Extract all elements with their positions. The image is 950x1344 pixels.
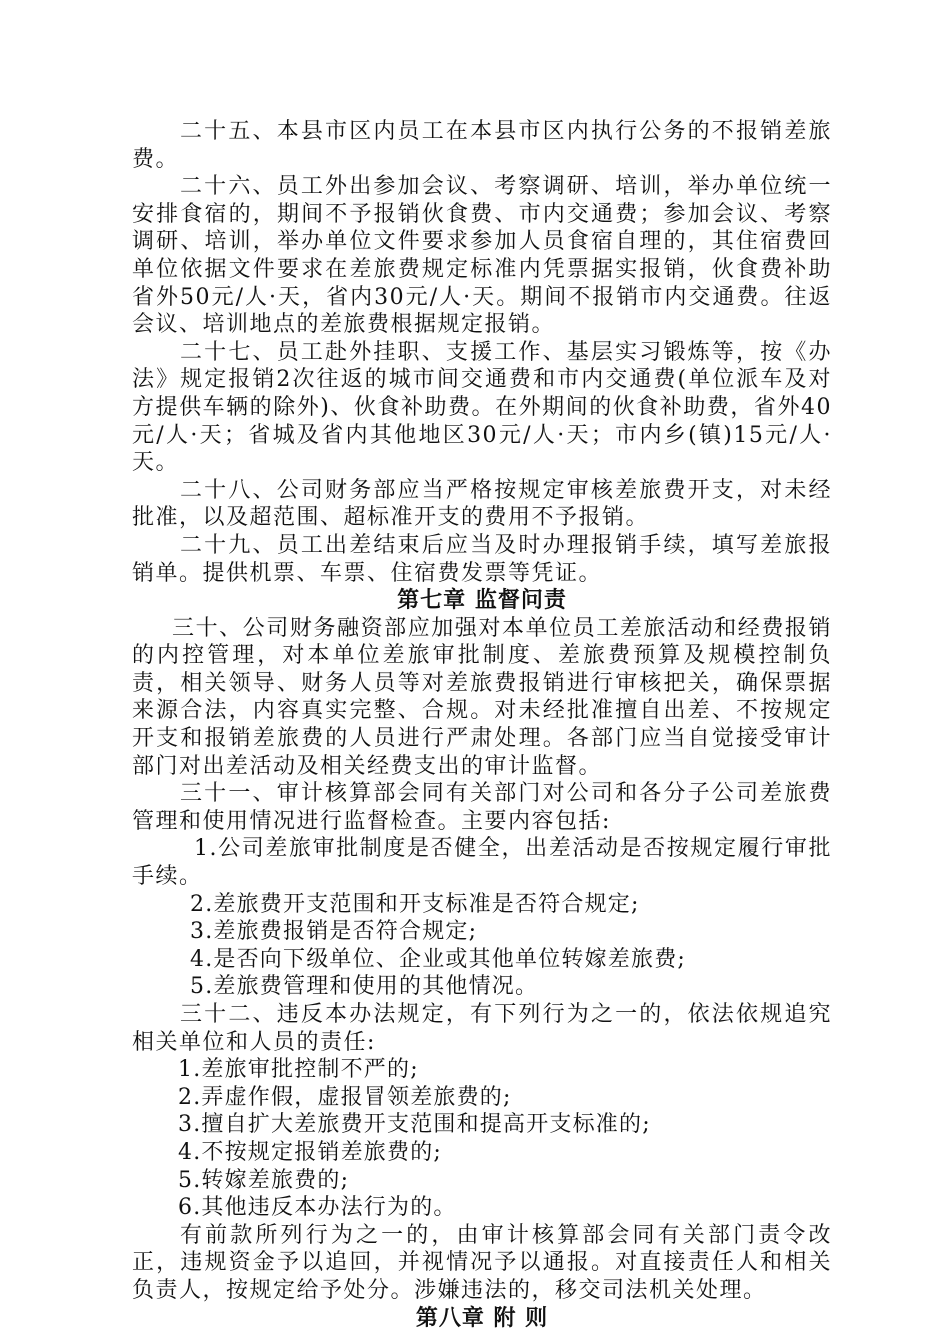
chapter-8-heading: 第八章 附 则 <box>415 1305 549 1331</box>
article-32-item-6: 6.其他违反本办法行为的。 <box>178 1195 457 1221</box>
article-32-item-4: 4.不按规定报销差旅费的; <box>178 1139 443 1165</box>
article-31-item-4: 4.是否向下级单位、企业或其他单位转嫁差旅费; <box>190 946 687 972</box>
article-27: 二十七、员工赴外挂职、支援工作、基层实习锻炼等，按《办法》规定报销2次往返的城市间交通费和市内交通费(单位派车及对方提供车辆的除外)、伙食补助费。在外期间的伙食补助费，省外40元/人·天；省城及省内其他地区30元/人·天；市内乡(镇)15元/人·天。 <box>132 339 832 476</box>
article-32: 三十二、违反本办法规定，有下列行为之一的，依法依规追究相关单位和人员的责任: <box>132 1002 832 1055</box>
document-page <box>132 118 832 1332</box>
article-30: 三十、公司财务融资部应加强对本单位员工差旅活动和经费报销的内控管理，对本单位差旅审批制度、差旅费预算及规模控制负责，相关领导、财务人员等对差旅费报销进行审核把关，确保票据来源合法，内容真实完整、合规。对未经批准擅自出差、不按规定开支和报销差旅费的人员进行严肃处理。各部门应当自觉接受审计部门对出差活动及相关经费支出的审计监督。 <box>132 615 832 779</box>
chapter-7-heading: 第七章 监督问责 <box>397 588 567 614</box>
article-32-item-2: 2.弄虚作假，虚报冒领差旅费的; <box>178 1084 512 1110</box>
article-32-item-3: 3.擅自扩大差旅费开支范围和提高开支标准的; <box>178 1112 651 1138</box>
article-31-item-2: 2.差旅费开支范围和开支标准是否符合规定; <box>190 891 640 917</box>
article-33: 有前款所列行为之一的，由审计核算部会同有关部门责令改正，违规资金予以追回，并视情况予以通报。对直接责任人和相关负责人，按规定给予处分。涉嫌违法的，移交司法机关处理。 <box>132 1222 832 1303</box>
article-25: 二十五、本县市区内员工在本县市区内执行公务的不报销差旅费。 <box>132 119 832 172</box>
article-31-item-5: 5.差旅费管理和使用的其他情况。 <box>190 974 539 1000</box>
article-31-item-3: 3.差旅费报销是否符合规定; <box>190 919 478 945</box>
article-32-item-1: 1.差旅审批控制不严的; <box>178 1057 419 1083</box>
article-29: 二十九、员工出差结束后应当及时办理报销手续，填写差旅报销单。提供机票、车票、住宿费发票等凭证。 <box>132 532 832 586</box>
article-26: 二十六、员工外出参加会议、考察调研、培训，举办单位统一安排食宿的，期间不予报销伙食费、市内交通费；参加会议、考察调研、培训，举办单位文件要求参加人员食宿自理的，其住宿费回单位依据文件要求在差旅费规定标准内凭票据实报销，伙食费补助省外50元/人·天，省内30元/人·天。期间不报销市内交通费。往返会议、培训地点的差旅费根据规定报销。 <box>132 174 832 338</box>
article-31: 三十一、审计核算部会同有关部门对公司和各分子公司差旅费管理和使用情况进行监督检查。主要内容包括: <box>132 781 832 834</box>
article-32-item-5: 5.转嫁差旅费的; <box>178 1167 350 1193</box>
article-28: 二十八、公司财务部应当严格按规定审核差旅费开支，对未经批准，以及超范围、超标准开支的费用不予报销。 <box>132 477 832 531</box>
article-31-item-1: 1.公司差旅审批制度是否健全，出差活动是否按规定履行审批手续。 <box>132 836 832 890</box>
